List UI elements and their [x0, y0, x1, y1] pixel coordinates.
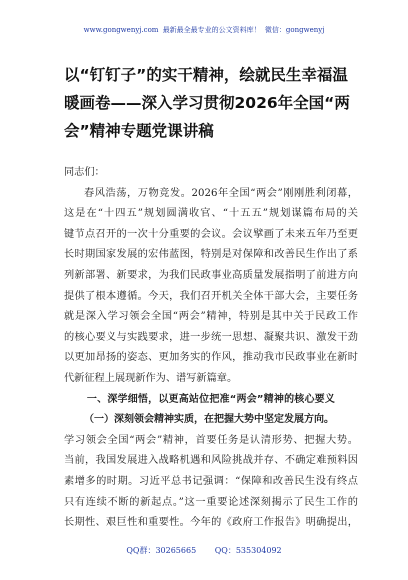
paragraph1-line: 这是在“十四五”规划圆满收官、“十五五”规划谋篇布局的关	[64, 208, 358, 220]
paragraph1-line: 以更加昂扬的姿态、更加务实的作风，推动我市民政事业在新时	[64, 352, 358, 364]
footer-qq-group: QQ群：30265665	[126, 546, 197, 555]
title-line: 暖画卷——深入学习贯彻2026年全国“两	[64, 94, 350, 112]
paragraph2-line: 当前，我国发展进入战略机遇和风险挑战并存、不确定难预料因	[64, 455, 358, 467]
title-line: 以“钉钉子”的实干精神，绘就民生幸福温	[64, 66, 348, 84]
header-slogan: 最新最全最专业的公文资料库！	[162, 26, 261, 34]
document-body	[64, 163, 358, 534]
paragraph2-line: 素增多的时期。习近平总书记强调：“保障和改善民生没有终点	[64, 475, 358, 487]
paragraph1-line: 就是深入学习领会全国“两会”精神，特别是其中关于民政工作	[64, 311, 358, 323]
footer-banner	[0, 546, 408, 556]
paragraph1-line: 长时期国家发展的宏伟蓝图，特别是对保障和改善民生作出了系	[64, 249, 358, 261]
header-url[interactable]: www.gongwenyj.com	[83, 26, 159, 34]
paragraph1-line: 代新征程上展现新作为、谱写新篇章。	[64, 372, 238, 384]
greeting: 同志们：	[64, 167, 105, 178]
paragraph2-line: 长期性、艰巨性和重要性。今年的《政府工作报告》明确提出，	[64, 517, 358, 529]
paragraph1-line: 键节点召开的一次十分重要的会议。会议擘画了未来五年乃至更	[64, 228, 358, 240]
title-line: 会”精神专题党课讲稿	[64, 122, 214, 140]
paragraph1-line: 的核心要义与实践要求，进一步统一思想、凝聚共识、激发干劲	[64, 331, 358, 343]
paragraph1-line: 列新部署、新要求，为我们民政事业高质量发展指明了前进方向	[64, 269, 358, 281]
document-title	[64, 61, 364, 145]
section-heading-1: 一、深学细悟，以更高站位把准“两会”精神的核心要义	[86, 393, 336, 405]
paragraph1-line: 春风浩荡，万物竞发。2026年全国“两会”刚刚胜利闭幕，	[84, 187, 358, 199]
header-banner	[0, 26, 408, 35]
section-heading-2: （一）深刻领会精神实质，在把握大势中坚定发展方向。	[84, 414, 334, 426]
header-wechat: 微信：gongwenyj	[264, 26, 325, 34]
paragraph1-line: 提供了根本遵循。今天，我们召开机关全体干部大会，主要任务	[64, 290, 358, 302]
paragraph2-line: 只有连续不断的新起点。”这一重要论述深刻揭示了民生工作的	[64, 496, 358, 508]
footer-qq: QQ：535304092	[214, 546, 282, 555]
paragraph2-line: 学习领会全国“两会”精神，首要任务是认清形势、把握大势。	[64, 434, 358, 446]
